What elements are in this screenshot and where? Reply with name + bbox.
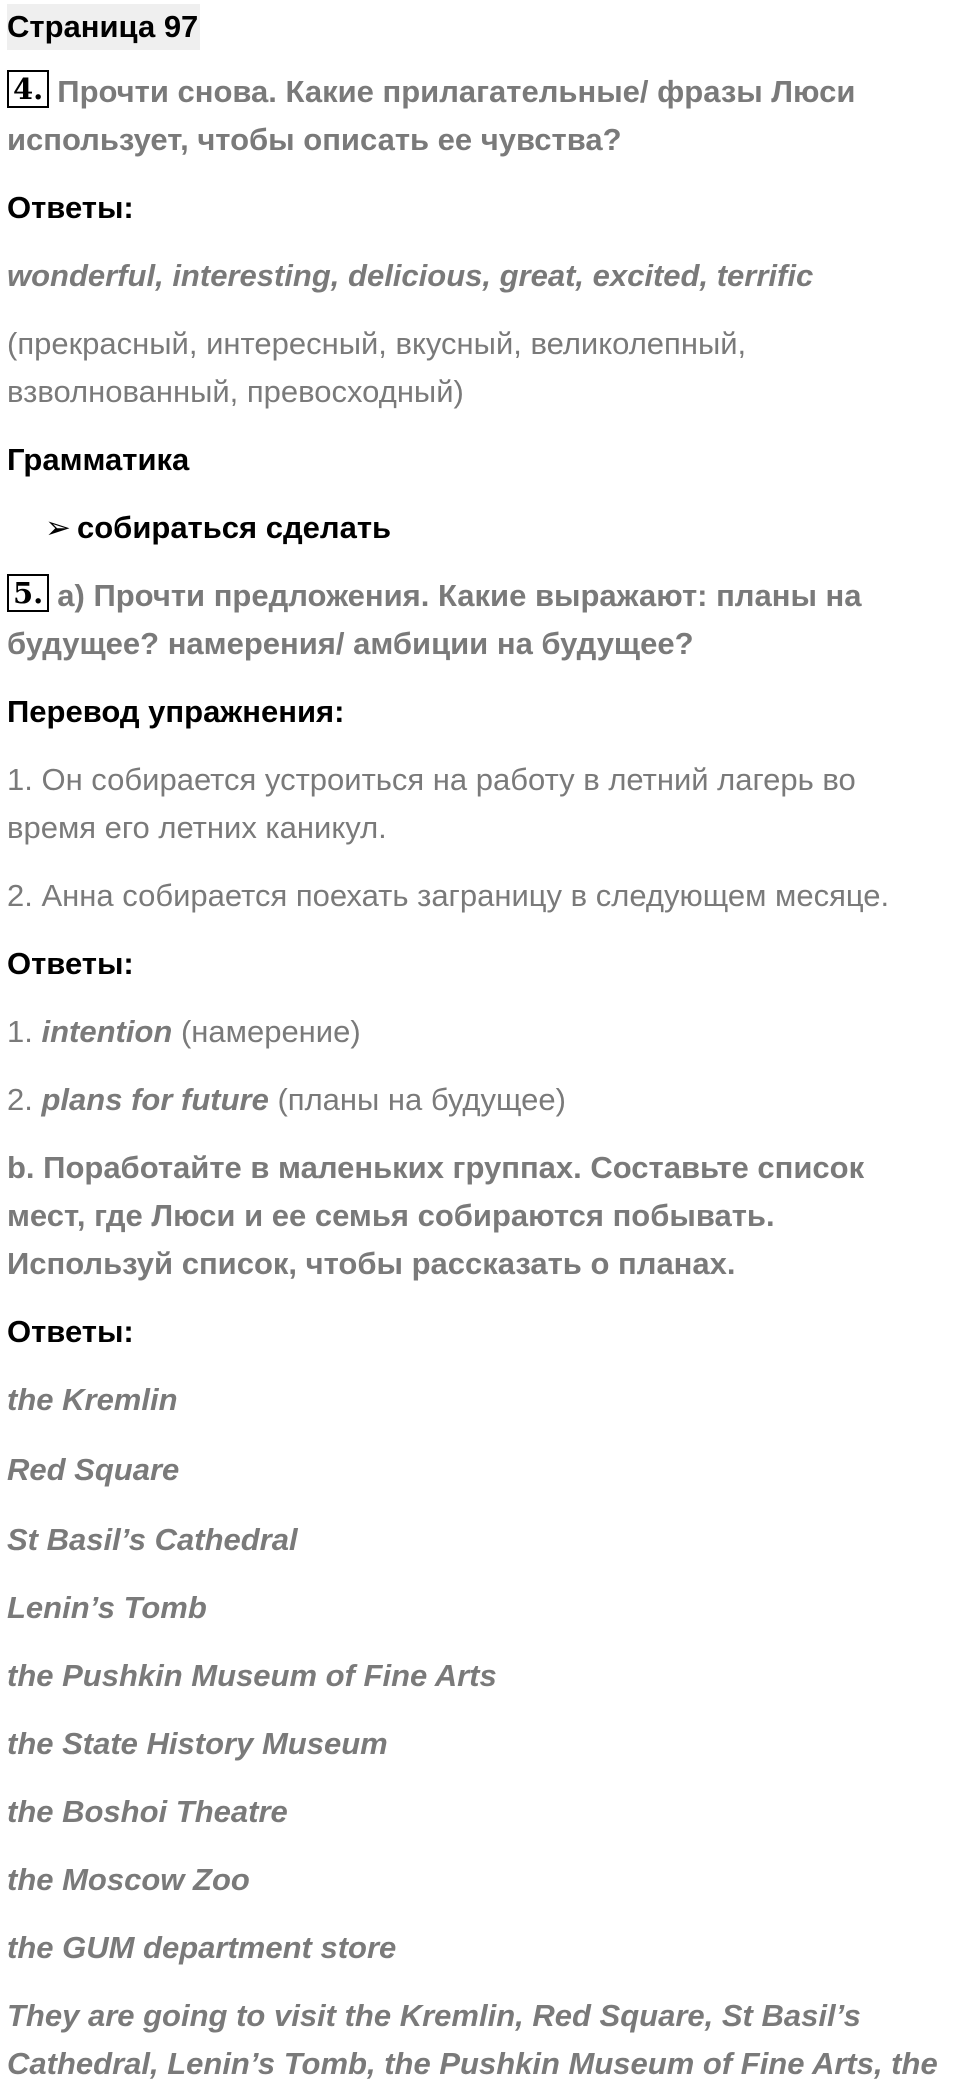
task4-prompt-line2: использует, чтобы описать ее чувства? <box>7 122 622 157</box>
answer-1 <box>7 1008 960 1056</box>
task5-prompt-line1: a) Прочти предложения. Какие выражают: планы на <box>57 578 862 613</box>
answer-2 <box>7 1076 960 1124</box>
arrow-bullet-icon: ➢ <box>45 510 71 545</box>
answer-1-ru: (намерение) <box>180 1014 361 1049</box>
part-b-line3: Используй список, чтобы рассказать о планах. <box>7 1246 736 1281</box>
page-heading: Страница 97 <box>7 4 200 50</box>
answer-1-en: intention <box>41 1014 173 1049</box>
task4-answer-ru-line2: взволнованный, превосходный) <box>7 374 464 409</box>
place-item: the GUM department store <box>7 1930 397 1965</box>
part-b-line1: b. Поработайте в маленьких группах. Составьте список <box>7 1150 865 1185</box>
part-b-line2: мест, где Люси и ее семья собираются побывать. <box>7 1198 775 1233</box>
summary-line1: They are going to visit the Kremlin, Red Square, St Basil’s <box>7 1998 861 2033</box>
task4-prompt <box>7 68 960 164</box>
summary-line2: Cathedral, Lenin’s Tomb, the Pushkin Museum of Fine Arts, the <box>7 2046 938 2081</box>
answer-2-ru: (планы на будущее) <box>277 1082 566 1117</box>
sentence-1 <box>7 756 960 852</box>
task4-prompt-line1: Прочти снова. Какие прилагательные/ фразы Люси <box>57 74 856 109</box>
place-item: the State History Museum <box>7 1726 388 1761</box>
place-item: the Moscow Zoo <box>7 1862 250 1897</box>
sentence-2: 2. Анна собирается поехать заграницу в следующем месяце. <box>7 878 890 913</box>
sentence-1-line2: время его летних каникул. <box>7 810 387 845</box>
grammar-bullet <box>7 504 960 552</box>
task5-answers-label: Ответы: <box>7 946 134 981</box>
answer-2-num: 2. <box>7 1082 33 1117</box>
sentence-1-line1: 1. Он собирается устроиться на работу в летний лагерь во <box>7 762 856 797</box>
task4-answer-ru-line1: (прекрасный, интересный, вкусный, великолепный, <box>7 326 747 361</box>
grammar-label: Грамматика <box>7 442 190 477</box>
task4-number: 4. <box>7 70 49 108</box>
place-item: Red Square <box>7 1452 180 1487</box>
task5-number: 5. <box>7 574 49 612</box>
answer-1-num: 1. <box>7 1014 33 1049</box>
answer-2-en: plans for future <box>41 1082 269 1117</box>
task5-prompt-line2: будущее? намерения/ амбиции на будущее? <box>7 626 694 661</box>
part-b-prompt <box>7 1144 960 1288</box>
place-item: St Basil’s Cathedral <box>7 1522 298 1557</box>
task4-answers-label: Ответы: <box>7 190 134 225</box>
grammar-bullet-text: собираться сделать <box>77 510 392 545</box>
place-item: the Pushkin Museum of Fine Arts <box>7 1658 497 1693</box>
task5-prompt <box>7 572 960 668</box>
translation-label: Перевод упражнения: <box>7 694 345 729</box>
summary-paragraph <box>7 1992 960 2088</box>
part-b-answers-label: Ответы: <box>7 1314 134 1349</box>
place-item: the Kremlin <box>7 1382 178 1417</box>
places-list <box>7 1356 960 1972</box>
place-item: the Boshoi Theatre <box>7 1794 288 1829</box>
task4-answer-en: wonderful, interesting, delicious, great, excited, terrific <box>7 258 814 293</box>
place-item: Lenin’s Tomb <box>7 1590 207 1625</box>
task4-answer-ru <box>7 320 960 416</box>
